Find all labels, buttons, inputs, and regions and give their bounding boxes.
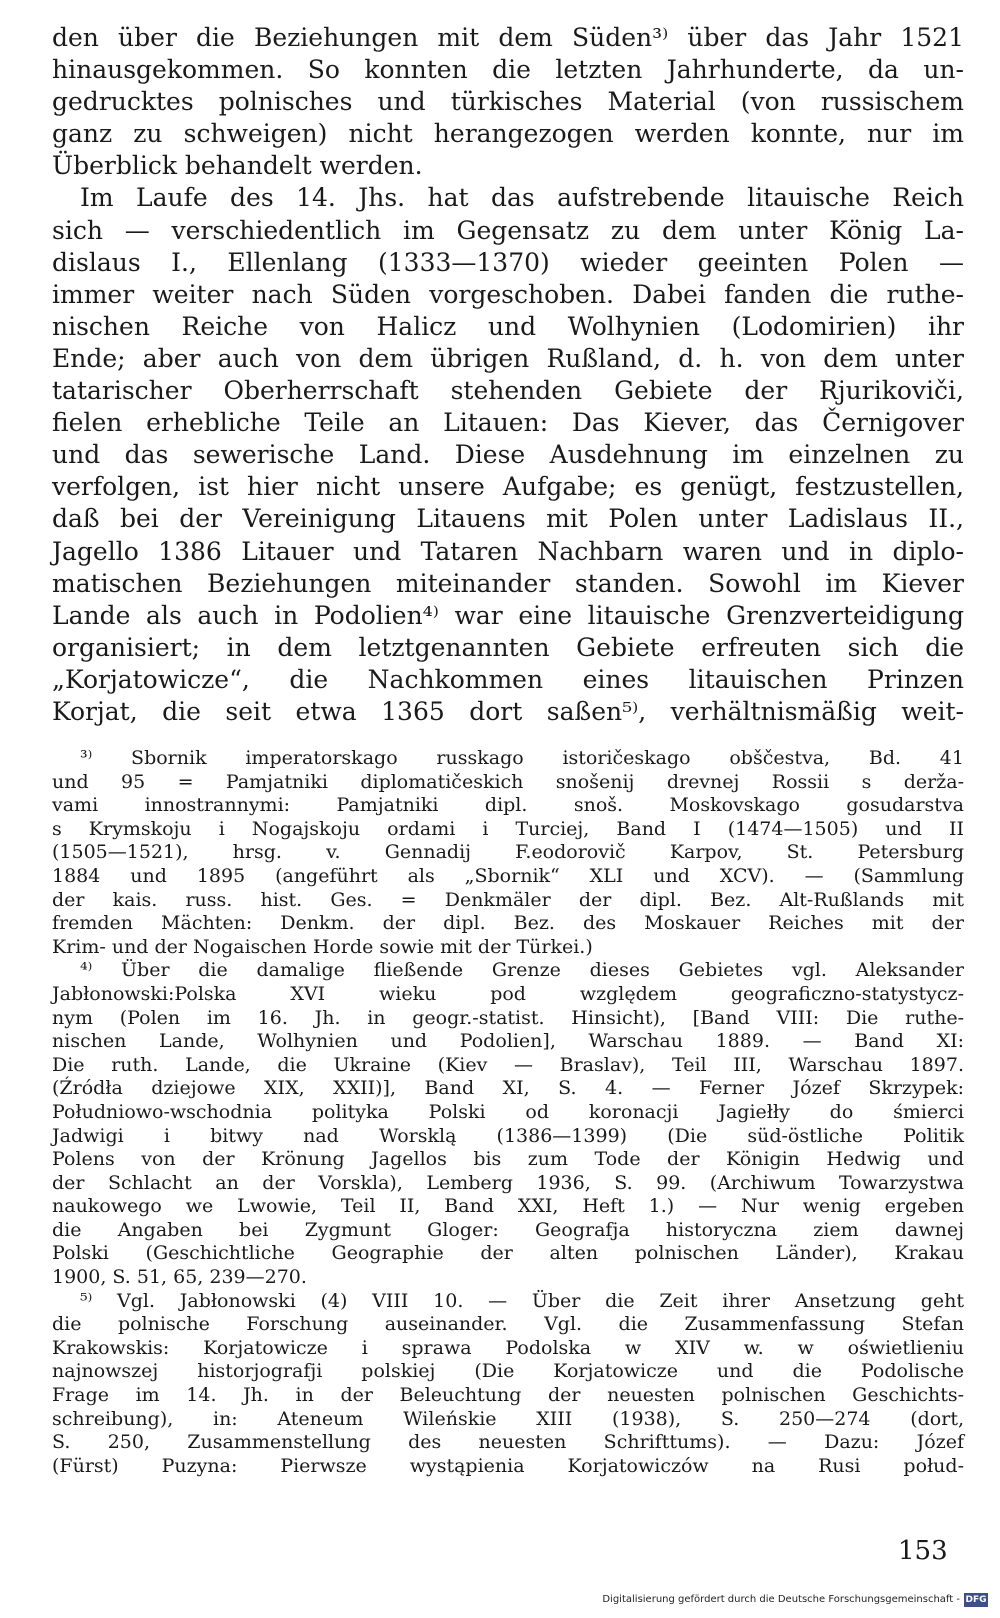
text-line: sich — verschiedentlich im Gegensatz zu dem unter König La- <box>52 215 964 245</box>
footnote-line: Polski (Geschichtliche Geographie der alten polnischen Länder), Krakau <box>52 1242 964 1265</box>
text-line: gedrucktes polnisches und türkisches Material (von russischem <box>52 87 964 117</box>
footnotes <box>52 747 964 1478</box>
text-line: nischen Reiche von Halicz und Wolhynien (Lodomirien) ihr <box>52 311 964 341</box>
footnote-line: Jabłonowski:Polska XVI wieku pod względem geograficzno-statystycz- <box>52 982 964 1005</box>
text-line: den über die Beziehungen mit dem Süden³⁾ über das Jahr 1521 <box>52 23 964 52</box>
footnote-line: 1900, S. 51, 65, 239—270. <box>52 1266 307 1289</box>
footnote-line: s Krymskoju i Nogajskoju ordami i Turciej, Band I (1474—1505) und II <box>52 817 964 840</box>
footnote-line: Krim- und der Nogaischen Horde sowie mit der Türkei.) <box>52 935 593 958</box>
text-line: hinausgekommen. So konnten die letzten Jahrhunderte, da un- <box>52 55 964 85</box>
main-text <box>52 22 964 728</box>
footnote-line: schreibung), in: Ateneum Wileńskie XIII (1938), S. 250—274 (dort, <box>52 1407 964 1430</box>
text-line: „Korjatowicze“, die Nachkommen eines litauischen Prinzen <box>52 664 964 694</box>
text-line: Ende; aber auch von dem übrigen Rußland, d. h. von dem unter <box>52 343 964 373</box>
text-line: fielen erhebliche Teile an Litauen: Das Kiever, das Černigover <box>52 408 964 438</box>
footnote-line: der Schlacht an der Vorskla), Lemberg 1936, S. 99. (Archiwum Towarzystwa <box>52 1171 964 1194</box>
footnote-line: 1884 und 1895 (angeführt als „Sbornik“ XLI und XCV). — (Sammlung <box>52 864 964 887</box>
text-line: Überblick behandelt werden. <box>52 151 423 181</box>
text-line: organisiert; in dem letztgenannten Gebiete erfreuten sich die <box>52 632 964 662</box>
text-line: immer weiter nach Süden vorgeschoben. Dabei fanden die ruthe- <box>52 279 964 309</box>
text-line: daß bei der Vereinigung Litauens mit Polen unter Ladislaus II., <box>52 504 964 534</box>
footnote-line: die Angaben bei Zygmunt Gloger: Geografja historyczna ziem dawnej <box>52 1218 964 1241</box>
footnote-line: ⁴⁾ Über die damalige fließende Grenze dieses Gebietes vgl. Aleksander <box>80 959 964 982</box>
footnote-line: der kais. russ. hist. Ges. = Denkmäler der dipl. Bez. Alt-Rußlands mit <box>52 888 964 911</box>
footnote-line: ³⁾ Sbornik imperatorskago russkago istoričeskago obščestva, Bd. 41 <box>80 747 964 769</box>
footnote-line: Jadwigi i bitwy nad Worsklą (1386—1399) (Die süd-östliche Politik <box>52 1124 964 1147</box>
text-line: tatarischer Oberherrschaft stehenden Gebiete der Rjurikoviči, <box>52 376 964 406</box>
page-number: 153 <box>898 1536 948 1566</box>
text-line: Lande als auch in Podolien⁴⁾ war eine litauische Grenzverteidigung <box>52 600 964 630</box>
footnote-line: (Źródła dziejowe XIX, XXII)], Band XI, S. 4. — Ferner Józef Skrzypek: <box>52 1077 964 1100</box>
footnote-line: Krakowskis: Korjatowicze i sprawa Podolska w XIV w. w oświetlieniu <box>52 1336 964 1359</box>
footnote-line: naukowego we Lwowie, Teil II, Band XXI, Heft 1.) — Nur wenig ergeben <box>52 1195 964 1218</box>
footnote-line: Polens von der Krönung Jagellos bis zum Tode der Königin Hedwig und <box>52 1148 964 1171</box>
footnote-line: (1505—1521), hrsg. v. Gennadij F.eodorovič Karpov, St. Petersburg <box>52 841 964 864</box>
dfg-logo: DFG <box>965 1595 987 1605</box>
footnote-line: (Fürst) Puzyna: Pierwsze wystąpienia Korjatowiczów na Rusi połud- <box>52 1454 964 1477</box>
text-line: dislaus I., Ellenlang (1333—1370) wieder geeinten Polen — <box>52 247 964 277</box>
footnote-line: najnowszej historjografji polskiej (Die Korjatowicze und die Podolische <box>52 1360 964 1383</box>
footnote-line: und 95 = Pamjatniki diplomatičeskich snošenij drevnej Rossii s derža- <box>52 770 964 793</box>
footnote-line: nischen Lande, Wolhynien und Podolien], Warschau 1889. — Band XI: <box>52 1030 964 1053</box>
text-line: ganz zu schweigen) nicht herangezogen werden konnte, nur im <box>52 119 964 149</box>
text-line: Korjat, die seit etwa 1365 dort saßen⁵⁾, verhältnismäßig weit- <box>52 696 964 726</box>
text-line: Jagello 1386 Litauer und Tataren Nachbarn waren und in diplo- <box>52 536 964 566</box>
footnote-line: die polnische Forschung auseinander. Vgl. die Zusammenfassung Stefan <box>52 1313 964 1336</box>
footnote-line: vami innostrannymi: Pamjatniki dipl. snoš. Moskovskago gosudarstva <box>52 794 964 817</box>
footnote-line: nym (Polen im 16. Jh. in geogr.-statist. Hinsicht), [Band VIII: Die ruthe- <box>52 1006 964 1029</box>
text-line: matischen Beziehungen miteinander standen. Sowohl im Kiever <box>52 568 964 598</box>
digitization-credit: Digitalisierung gefördert durch die Deutsche Forschungsgemeinschaft - <box>602 1594 960 1605</box>
footnote-line: S. 250, Zusammenstellung des neuesten Schrifttums). — Dazu: Józef <box>52 1431 964 1454</box>
footnote-line: Frage im 14. Jh. in der Beleuchtung der neuesten polnischen Geschichts- <box>52 1384 964 1407</box>
footnote-line: ⁵⁾ Vgl. Jabłonowski (4) VIII 10. — Über die Zeit ihrer Ansetzung geht <box>80 1289 964 1312</box>
footnote-line: fremden Mächten: Denkm. der dipl. Bez. des Moskauer Reiches mit der <box>52 912 964 935</box>
text-line: verfolgen, ist hier nicht unsere Aufgabe; es genügt, festzustellen, <box>52 472 964 502</box>
footnote-line: Południowo-wschodnia polityka Polski od koronacji Jagiełły do śmierci <box>52 1100 964 1123</box>
text-line: Im Laufe des 14. Jhs. hat das aufstrebende litauische Reich <box>80 183 964 213</box>
text-line: und das sewerische Land. Diese Ausdehnung im einzelnen zu <box>52 440 964 470</box>
footnote-line: Die ruth. Lande, die Ukraine (Kiev — Braslav), Teil III, Warschau 1897. <box>52 1053 964 1076</box>
